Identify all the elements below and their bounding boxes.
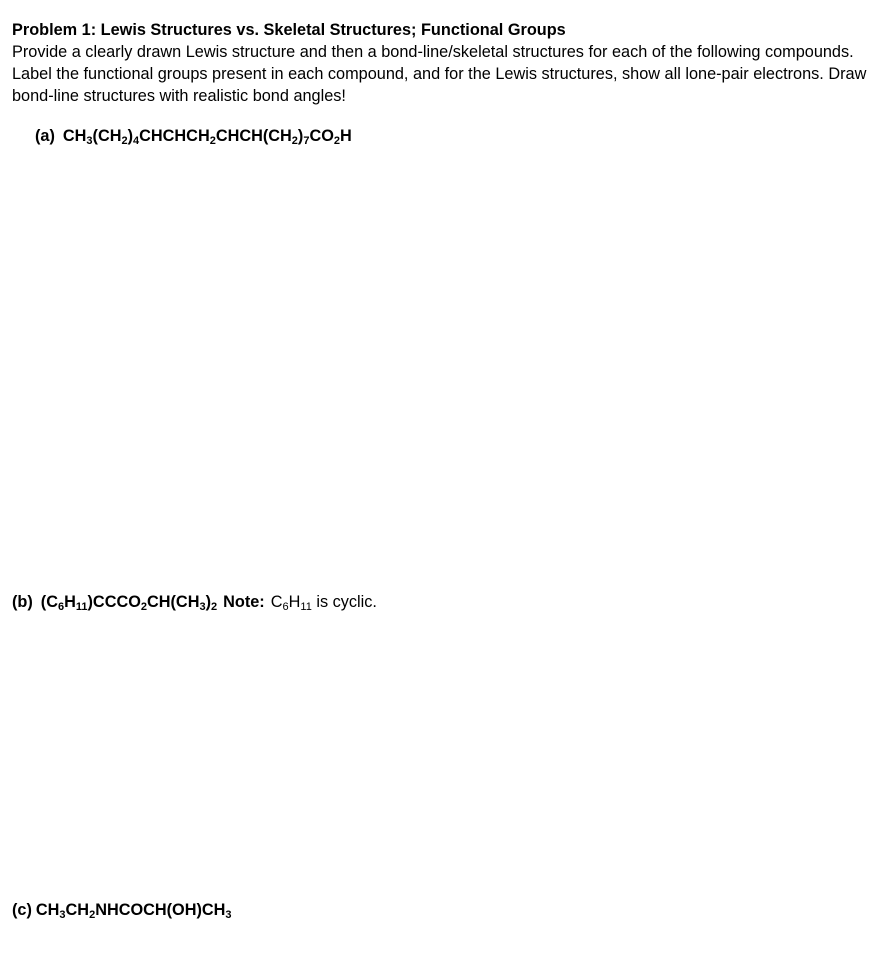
problem-b-formula: $(C_6H_{11})CCCO_2CH(CH_3)_2$ [40, 593, 218, 613]
problem-a-formula-subscript: 2 [333, 135, 341, 147]
problem-b-note-text: $C_6H_{11}$ is cyclic. [270, 593, 377, 613]
problem-a-formula-subscript: 2 [209, 135, 216, 147]
problem-a-formula-subscript: 7 [303, 135, 310, 147]
problem-c-formula-subscript: 3 [59, 909, 66, 921]
problem-a-formula-subscript: 3 [86, 135, 93, 147]
problem-b [12, 591, 377, 613]
problem-b-label: (b) [12, 593, 33, 611]
problem-c [12, 899, 232, 921]
problem-title: Problem 1: Lewis Structures vs. Skeletal Structures; Functional Groups [12, 21, 566, 39]
problem-a-label: (a) [35, 127, 55, 145]
problem-a [35, 125, 352, 147]
problem-c-label: (c) [12, 901, 32, 919]
problem-a-formula-subscript: 2 [121, 135, 128, 147]
problem-b-formula-subscript: 2 [140, 601, 147, 613]
problem-b-note-label: Note: [223, 593, 265, 611]
problem-b-formula-subscript: 6 [57, 601, 65, 613]
problem-instructions: Provide a clearly drawn Lewis structure and then a bond-line/skeletal structures for each of the following compounds. Label the functional groups present in each compound, and for the Lewis structures, show all lone-pair electrons. Draw bond-line structures with realistic bond angles! [12, 43, 867, 105]
problem-b-note-text-subscript: 11 [300, 601, 312, 613]
problem-a-formula: $CH_3(CH_2)_4CHCHCH_2CHCH(CH_2)_7CO_2H$ [62, 127, 352, 147]
problem-a-formula-subscript: 4 [133, 135, 140, 147]
problem-c-formula: $CH_3CH_2NHCOCH(OH)CH_3$ [35, 901, 232, 921]
problem-b-note-text-subscript: 6 [282, 601, 289, 613]
problem-b-formula-subscript: 11 [75, 601, 88, 613]
problem-header [12, 19, 878, 107]
problem-a-formula-subscript: 2 [291, 135, 298, 147]
problem-b-formula-subscript: 3 [199, 601, 206, 613]
problem-b-formula-subscript: 2 [211, 601, 218, 613]
problem-c-formula-subscript: 2 [89, 909, 96, 921]
problem-c-formula-subscript: 3 [225, 909, 232, 921]
